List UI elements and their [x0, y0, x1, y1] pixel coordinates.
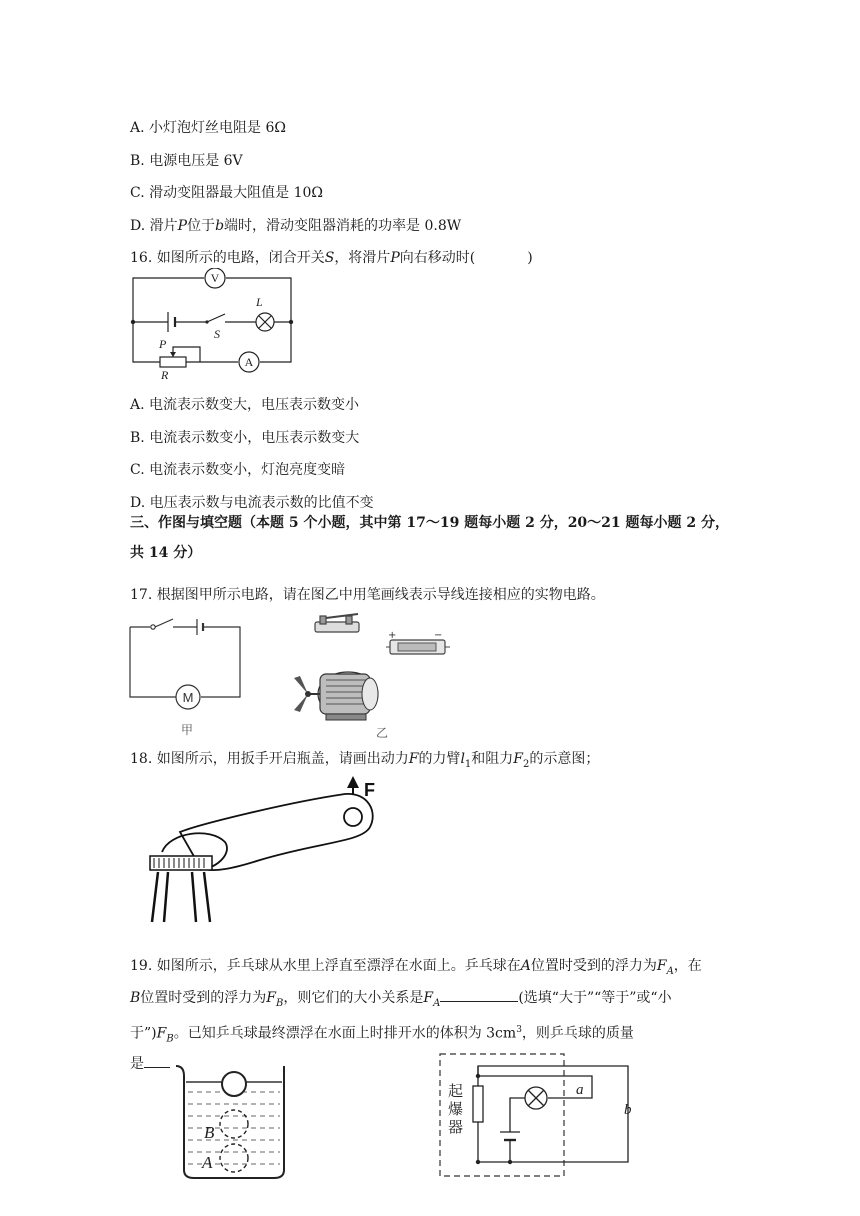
- section3-heading-line2: 共 14 分）: [130, 545, 202, 561]
- q16-stem-end: ): [527, 250, 533, 266]
- q18-stem-mid: 的力臂: [418, 751, 461, 767]
- q16-stem-mid: ，将滑片: [334, 250, 391, 266]
- q19-line2-mid2: ，则它们的大小关系是: [283, 990, 424, 1006]
- q19-detonator-figure: [436, 1052, 646, 1180]
- q19-blank-relation[interactable]: [440, 1001, 518, 1002]
- q16-stem-s: S: [324, 250, 335, 266]
- svg-text:起爆器: [448, 1082, 463, 1136]
- q19-beaker-figure: [170, 1052, 295, 1182]
- rheostat-label: R: [161, 368, 169, 380]
- q15-option-a: A. 小灯泡灯丝电阻是 6Ω: [130, 120, 286, 136]
- q19-line3: [130, 1020, 634, 1049]
- detonator-device-char: 爆: [448, 1100, 464, 1118]
- detonator-device-char: 起: [448, 1082, 464, 1100]
- q15-d-p: P: [177, 218, 188, 234]
- q16-option-b: B. 电流表示数变小，电压表示数变大: [130, 430, 360, 446]
- q19-fa-sub: A: [666, 965, 674, 977]
- q16-stem-p: P: [390, 250, 400, 266]
- battery-plus: +: [388, 630, 397, 641]
- q19-line2-post: (选填“大于”“等于”或“小: [518, 990, 672, 1006]
- force-label: F: [364, 780, 375, 800]
- q19-line1-mid: 位置时受到的浮力为: [530, 958, 657, 974]
- q18-stem-mid2: 和阻力: [471, 751, 514, 767]
- lamp-label: L: [256, 295, 263, 309]
- q17-stem: 17. 根据图甲所示电路，请在图乙中用笔画线表示导线连接相应的实物电路。: [130, 587, 605, 603]
- q19-line1: [130, 956, 702, 982]
- section3-heading-line1: 三、作图与填空题（本题 5 个小题，其中第 17～19 题每小题 2 分，20～21 题每小题 2 分，: [130, 515, 730, 531]
- q17-circuit-jia: [125, 615, 250, 740]
- q19-line3-sup: 3: [516, 1025, 522, 1035]
- battery-minus: −: [434, 630, 443, 641]
- q19-fb-sub: B: [276, 997, 284, 1009]
- q18-stem-pre: 18. 如图所示，用扳手开启瓶盖，请画出动力: [130, 751, 409, 767]
- detonator-label-a: a: [576, 1082, 584, 1098]
- q16-option-c: C. 电流表示数变小，灯泡亮度变暗: [130, 462, 346, 478]
- q17-physical-components: [290, 612, 465, 742]
- label-jia: 甲: [180, 723, 194, 737]
- motor-fan-icon: [294, 672, 378, 720]
- q18-wrench-figure: [140, 772, 390, 932]
- q19-line1-post: ，在: [673, 958, 702, 974]
- q19-pos-a: A: [520, 958, 531, 974]
- q19-line4-text: 是: [130, 1056, 144, 1072]
- q19-pos-b: B: [130, 990, 141, 1006]
- q18-f2: F: [513, 751, 524, 767]
- q19-line2: [130, 988, 672, 1014]
- slider-label: P: [159, 337, 167, 351]
- q19-fa: F: [656, 958, 667, 974]
- q16-stem: [130, 248, 533, 268]
- battery-holder-icon: [386, 640, 450, 654]
- q15-d-mid: 位于: [187, 218, 216, 234]
- q15-d-pre: D. 滑片: [130, 218, 178, 234]
- q15-d-post: 端时，滑动变阻器消耗的功率是 0.8W: [224, 218, 462, 234]
- q19-fb: F: [266, 990, 277, 1006]
- q15-d-b: b: [215, 218, 225, 234]
- q19-line1-pre: 19. 如图所示，乒乓球从水里上浮直至漂浮在水面上。乒乓球在: [130, 958, 521, 974]
- q18-l: l: [460, 751, 465, 767]
- q19-fa2-sub: A: [433, 997, 441, 1009]
- q15-option-c: C. 滑动变阻器最大阻值是 10Ω: [130, 185, 323, 201]
- q16-stem-pre: 16. 如图所示的电路，闭合开关: [130, 250, 325, 266]
- q15-option-d: [130, 216, 461, 236]
- q19-line3-post: ，则乒乓球的质量: [521, 1025, 634, 1042]
- voltmeter-label: V: [210, 271, 220, 285]
- q19-line2-mid: 位置时受到的浮力为: [140, 990, 267, 1006]
- beaker-label-a: A: [202, 1153, 213, 1172]
- beaker-label-b: B: [204, 1123, 215, 1142]
- q15-option-b: B. 电源电压是 6V: [130, 153, 243, 169]
- q19-line3-pre: 于”): [130, 1025, 157, 1042]
- q16-option-a: A. 电流表示数变大，电压表示数变小: [130, 397, 360, 413]
- q19-line4: [130, 1054, 170, 1074]
- q19-blank-mass[interactable]: [144, 1067, 170, 1068]
- q16-circuit-diagram: [125, 268, 300, 380]
- switch-label: S: [214, 327, 220, 341]
- q19-line3-mid: 。已知乒乓球最终漂浮在水面上时排开水的体积为 3cm: [173, 1025, 517, 1042]
- q19-fa2: F: [423, 990, 434, 1006]
- detonator-device-char: 器: [448, 1118, 464, 1136]
- q18-stem: [130, 749, 599, 775]
- detonator-label-b: b: [624, 1102, 632, 1118]
- label-yi: 乙: [375, 726, 389, 740]
- q19-fb2: F: [156, 1025, 167, 1042]
- knife-switch-icon: [315, 614, 359, 632]
- q18-l-sub: 1: [464, 758, 472, 770]
- motor-label: M: [182, 690, 194, 705]
- q18-stem-post: 的示意图；: [529, 751, 600, 767]
- q18-f: F: [408, 751, 419, 767]
- q16-option-d: D. 电压表示数与电流表示数的比值不变: [130, 495, 374, 511]
- q16-stem-post: 向右移动时(: [399, 250, 476, 266]
- q18-f2-sub: 2: [523, 758, 530, 770]
- q19-fb2-sub: B: [166, 1033, 174, 1045]
- detonator-device-label: [448, 1082, 463, 1136]
- ammeter-label: A: [244, 355, 254, 369]
